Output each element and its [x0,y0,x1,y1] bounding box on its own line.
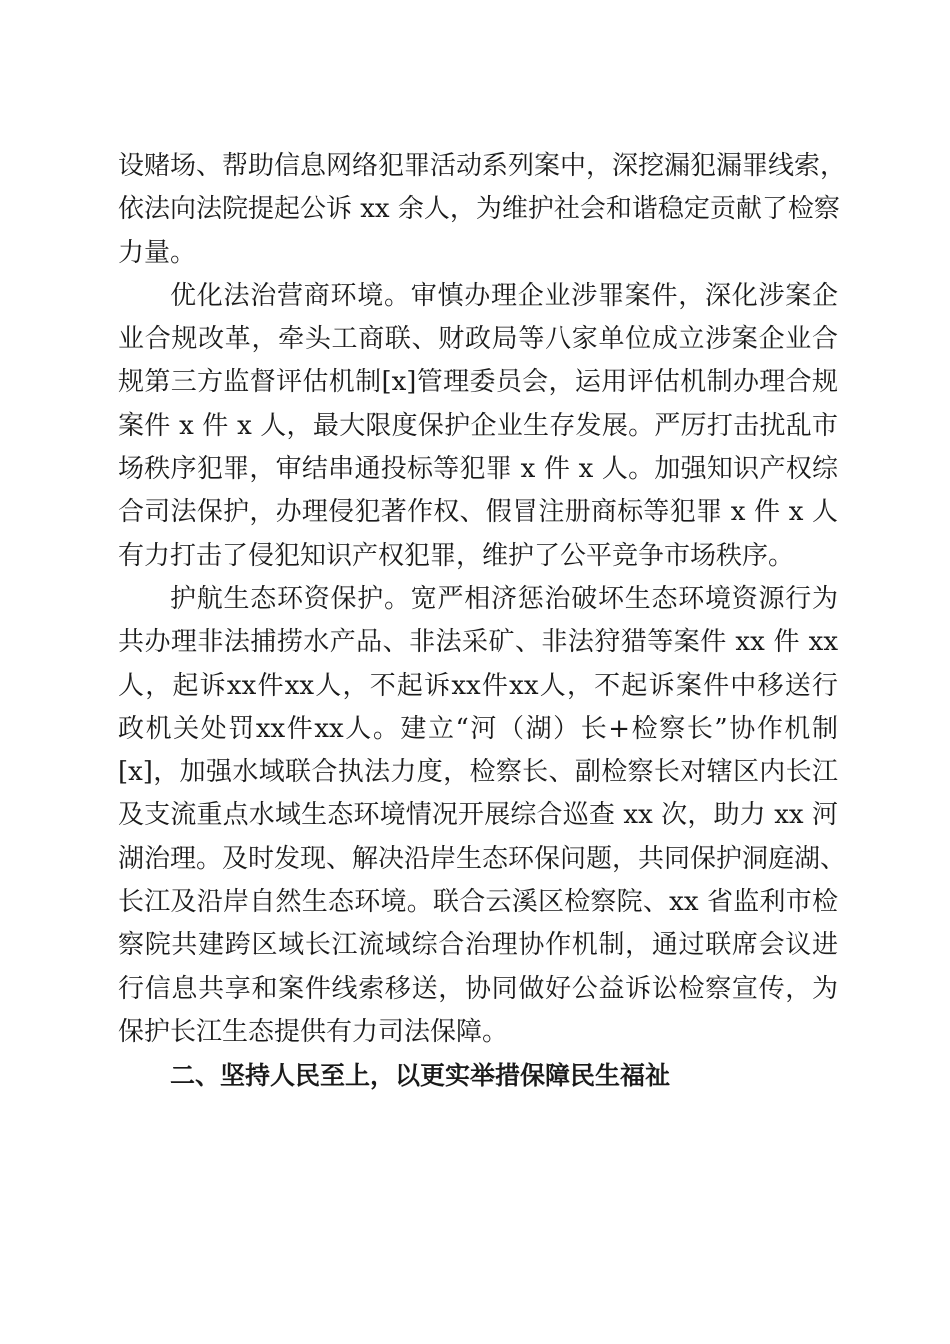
text-line: 案件 x 件 x 人，最大限度保护企业生存发展。严厉打击扰乱市 [118,410,838,441]
text-line: 有力打击了侵犯知识产权犯罪，维护了公平竞争市场秩序。 [118,540,795,571]
text-line: 优化法治营商环境。审慎办理企业涉罪案件，深化涉案企 [170,280,838,311]
text-line: 合司法保护，办理侵犯著作权、假冒注册商标等犯罪 x 件 x 人 [118,497,838,528]
text-line: 依法向法院提起公诉 xx 余人，为维护社会和谐稳定贡献了检察 [118,194,840,225]
document-page [118,145,847,1098]
text-line: 设赌场、帮助信息网络犯罪活动系列案中，深挖漏犯漏罪线索， [118,151,847,181]
text-line: 长江及沿岸自然生态环境。联合云溪区检察院、xx 省监利市检 [118,887,838,918]
text-line: 业合规改革，牵头工商联、财政局等八家单位成立涉案企业合 [118,324,838,355]
text-line: 人，起诉xx件xx人，不起诉xx件xx人，不起诉案件中移送行 [118,670,838,701]
text-line: 湖治理。及时发现、解决沿岸生态环保问题，共同保护洞庭湖、 [118,843,847,874]
paragraph-ecology-protection [118,578,847,1054]
text-line: 行信息共享和案件线索移送，协同做好公益诉讼检察宣传，为 [118,973,838,1004]
continuation-paragraph [118,145,847,275]
text-line: 护航生态环资保护。宽严相济惩治破坏生态环境资源行为 [170,583,838,614]
text-line: 政机关处罚xx件xx人。建立“河（湖）长+检察长”协作机制 [118,713,838,744]
paragraph-business-environment [118,275,838,578]
text-line: 察院共建跨区域长江流域综合治理协作机制，通过联席会议进 [118,930,838,961]
text-line: 规第三方监督评估机制[x]管理委员会，运用评估机制办理合规 [118,367,838,398]
text-line: 共办理非法捕捞水产品、非法采矿、非法狩猎等案件 xx 件 xx [118,627,838,658]
text-line: 保护长江生态提供有力司法保障。 [118,1016,509,1047]
text-line: 场秩序犯罪，审结串通投标等犯罪 x 件 x 人。加强知识产权综 [118,454,838,485]
section-heading: 二、坚持人民至上，以更实举措保障民生福祉 [170,1061,671,1091]
text-line: [x]，加强水域联合执法力度，检察长、副检察长对辖区内长江 [118,757,838,788]
text-line: 及支流重点水域生态环境情况开展综合巡查 xx 次，助力 xx 河 [118,800,838,831]
text-line: 力量。 [118,237,197,268]
